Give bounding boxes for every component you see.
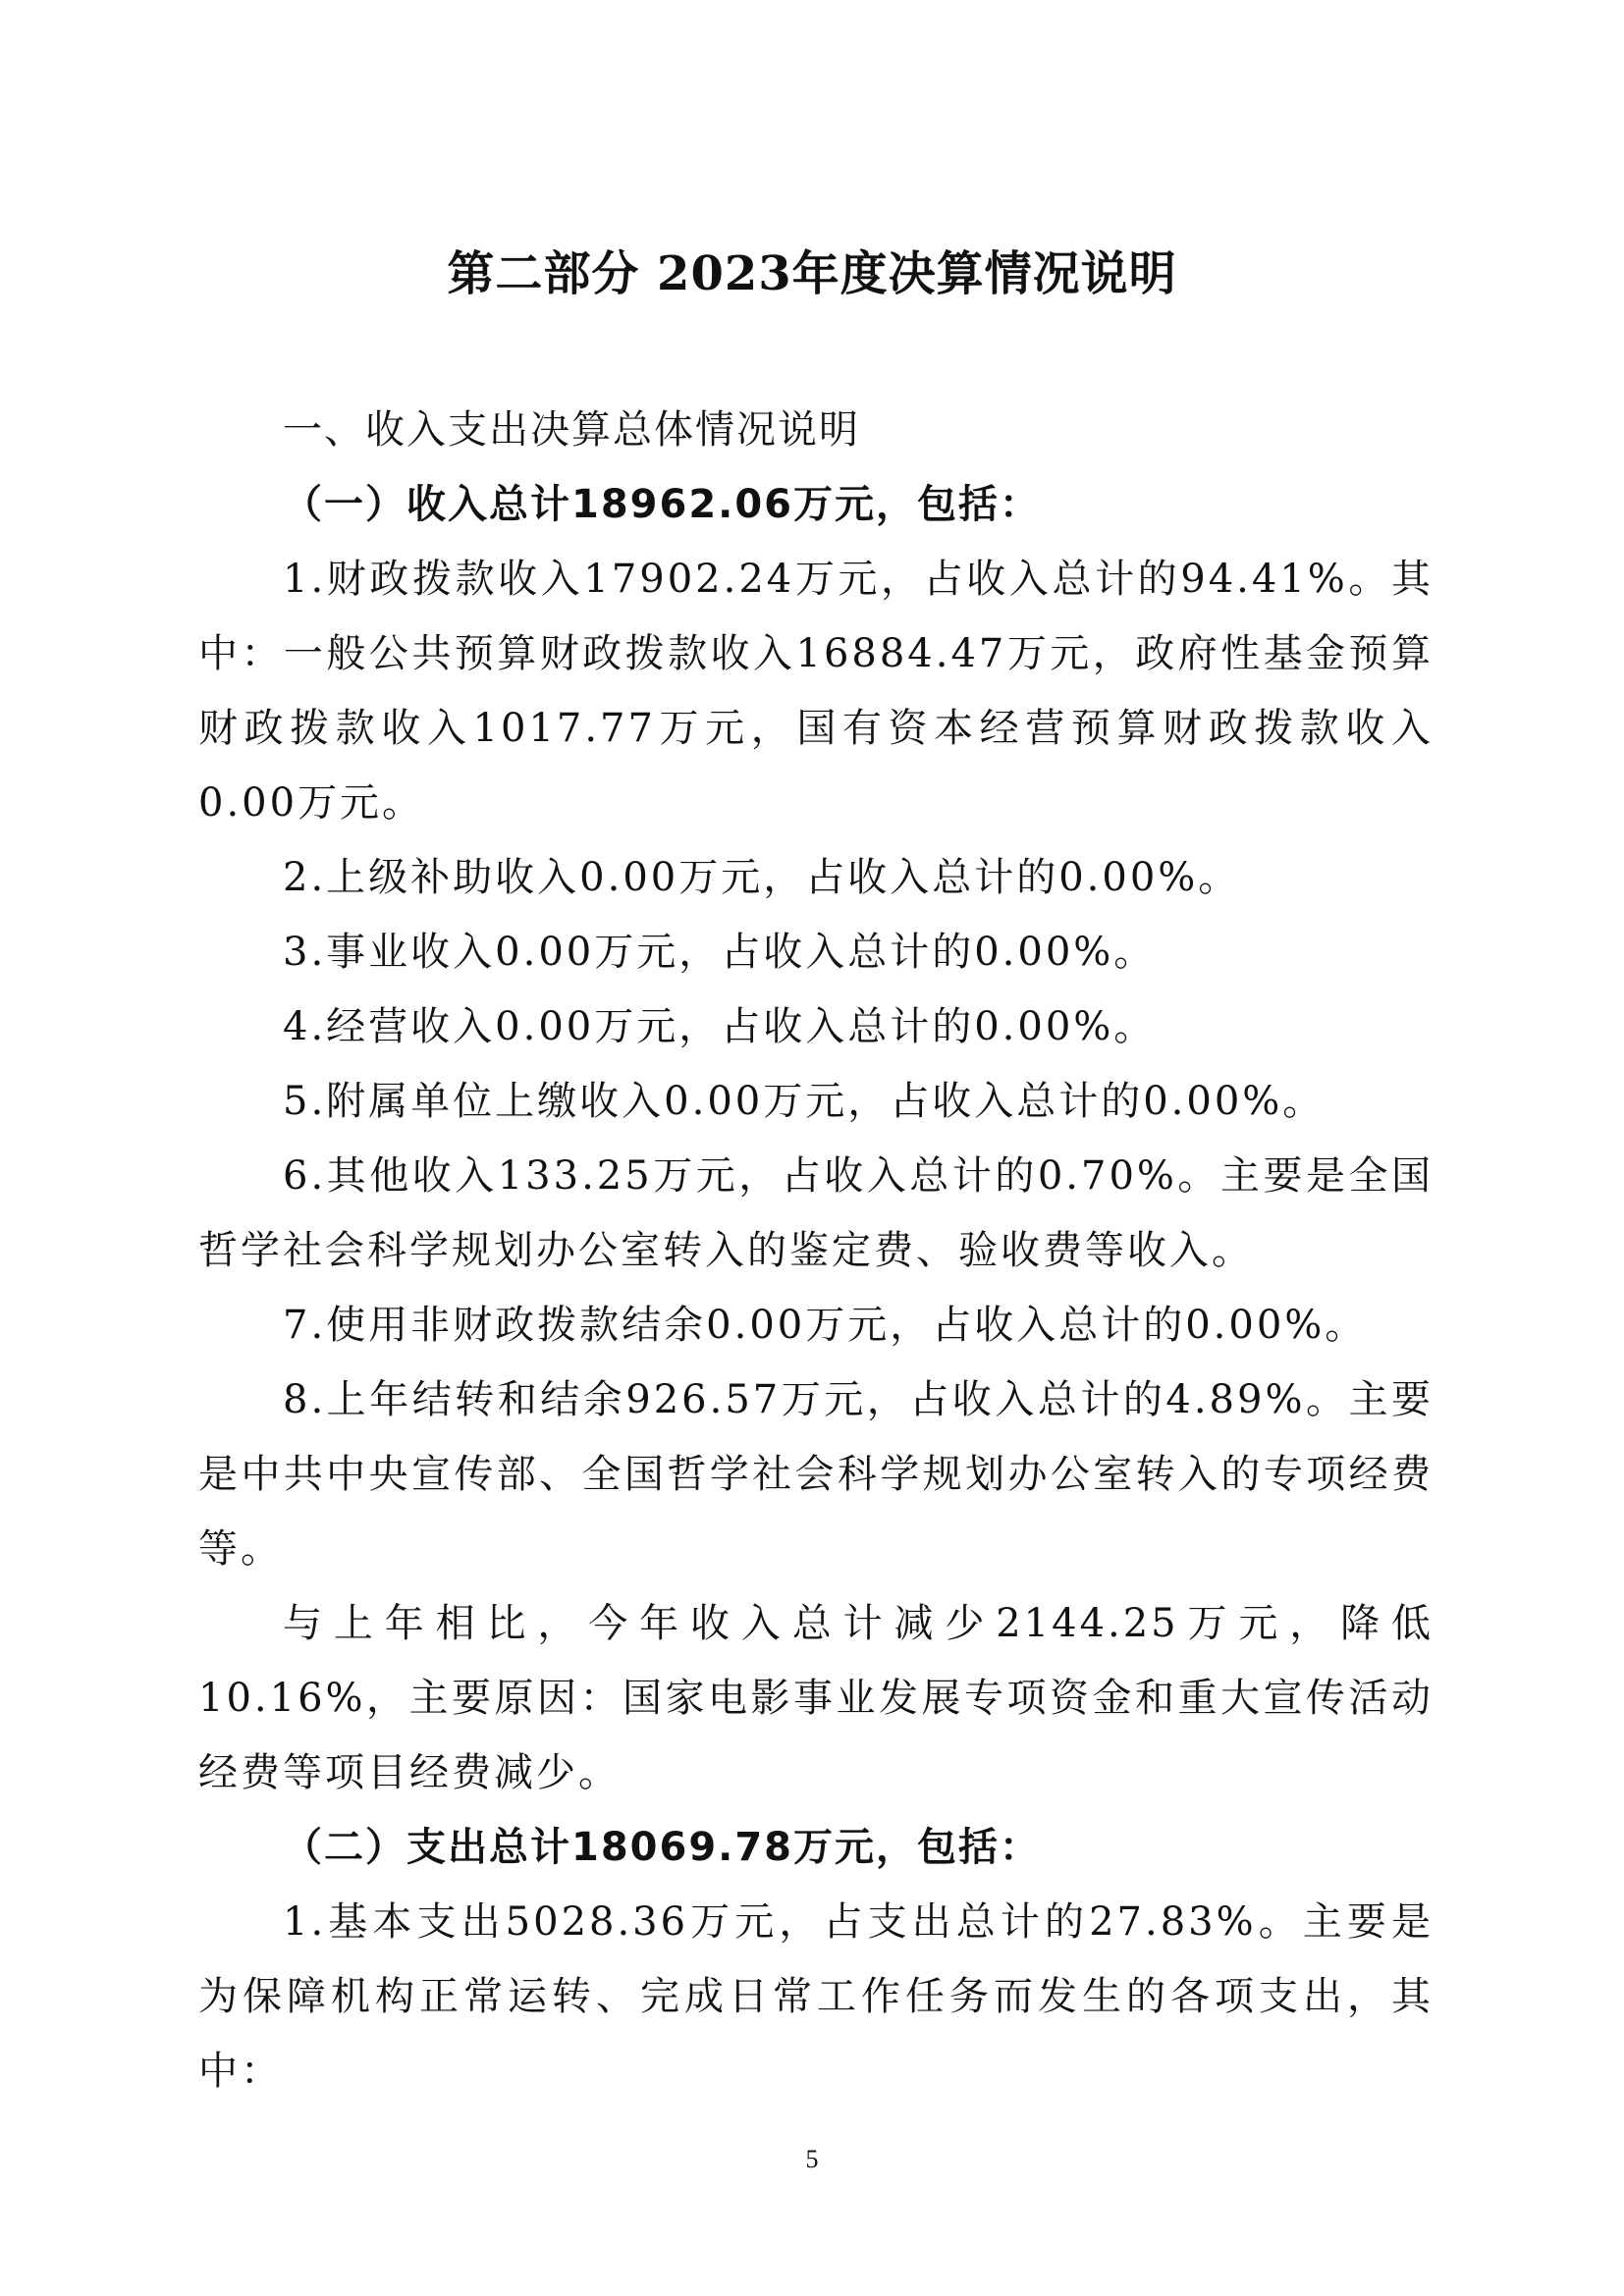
section-heading: 一、收入支出决算总体情况说明: [283, 407, 860, 453]
paragraph-other-income: 6.其他收入133.25万元，占收入总计的0.70%。主要是全国哲学社会科学规划办公室转入的鉴定费、验收费等收入。: [198, 1153, 1434, 1273]
paragraph-non-fiscal-balance: 7.使用非财政拨款结余0.00万元，占收入总计的0.00%。: [283, 1303, 1368, 1348]
document-title: 第二部分 2023年度决算情况说明: [447, 246, 1177, 301]
subsection-heading-expenditure: （二）支出总计18069.78万元，包括：: [283, 1825, 1042, 1870]
paragraph-year-comparison: 与上年相比，今年收入总计减少2144.25万元，降低10.16%，主要原因：国家电影事业发展专项资金和重大宣传活动经费等项目经费减少。: [198, 1601, 1434, 1795]
paragraph-carryover-balance: 8.上年结转和结余926.57万元，占收入总计的4.89%。主要是中共中央宣传部、全国哲学社会科学规划办公室转入的专项经费等。: [198, 1377, 1434, 1572]
subsection-heading-income: （一）收入总计18962.06万元，包括：: [283, 482, 1042, 527]
page-number: 5: [805, 2145, 819, 2173]
paragraph-basic-expenditure: 1.基本支出5028.36万元，占支出总计的27.83%。主要是为保障机构正常运转、完成日常工作任务而发生的各项支出，其中：: [198, 1899, 1434, 2094]
document-body: [198, 393, 1434, 2109]
paragraph-superior-subsidy: 2.上级补助收入0.00万元，占收入总计的0.00%。: [283, 855, 1241, 900]
paragraph-business-income: 3.事业收入0.00万元，占收入总计的0.00%。: [283, 930, 1157, 975]
paragraph-fiscal-appropriation: 1.财政拨款收入17902.24万元，占收入总计的94.41%。其中：一般公共预算财政拨款收入16884.47万元，政府性基金预算财政拨款收入1017.77万元，国有资本经营预算财政拨款收入0.00万元。: [198, 557, 1434, 826]
paragraph-affiliated-income: 5.附属单位上缴收入0.00万元，占收入总计的0.00%。: [283, 1079, 1326, 1124]
paragraph-operating-income: 4.经营收入0.00万元，占收入总计的0.00%。: [283, 1004, 1157, 1049]
